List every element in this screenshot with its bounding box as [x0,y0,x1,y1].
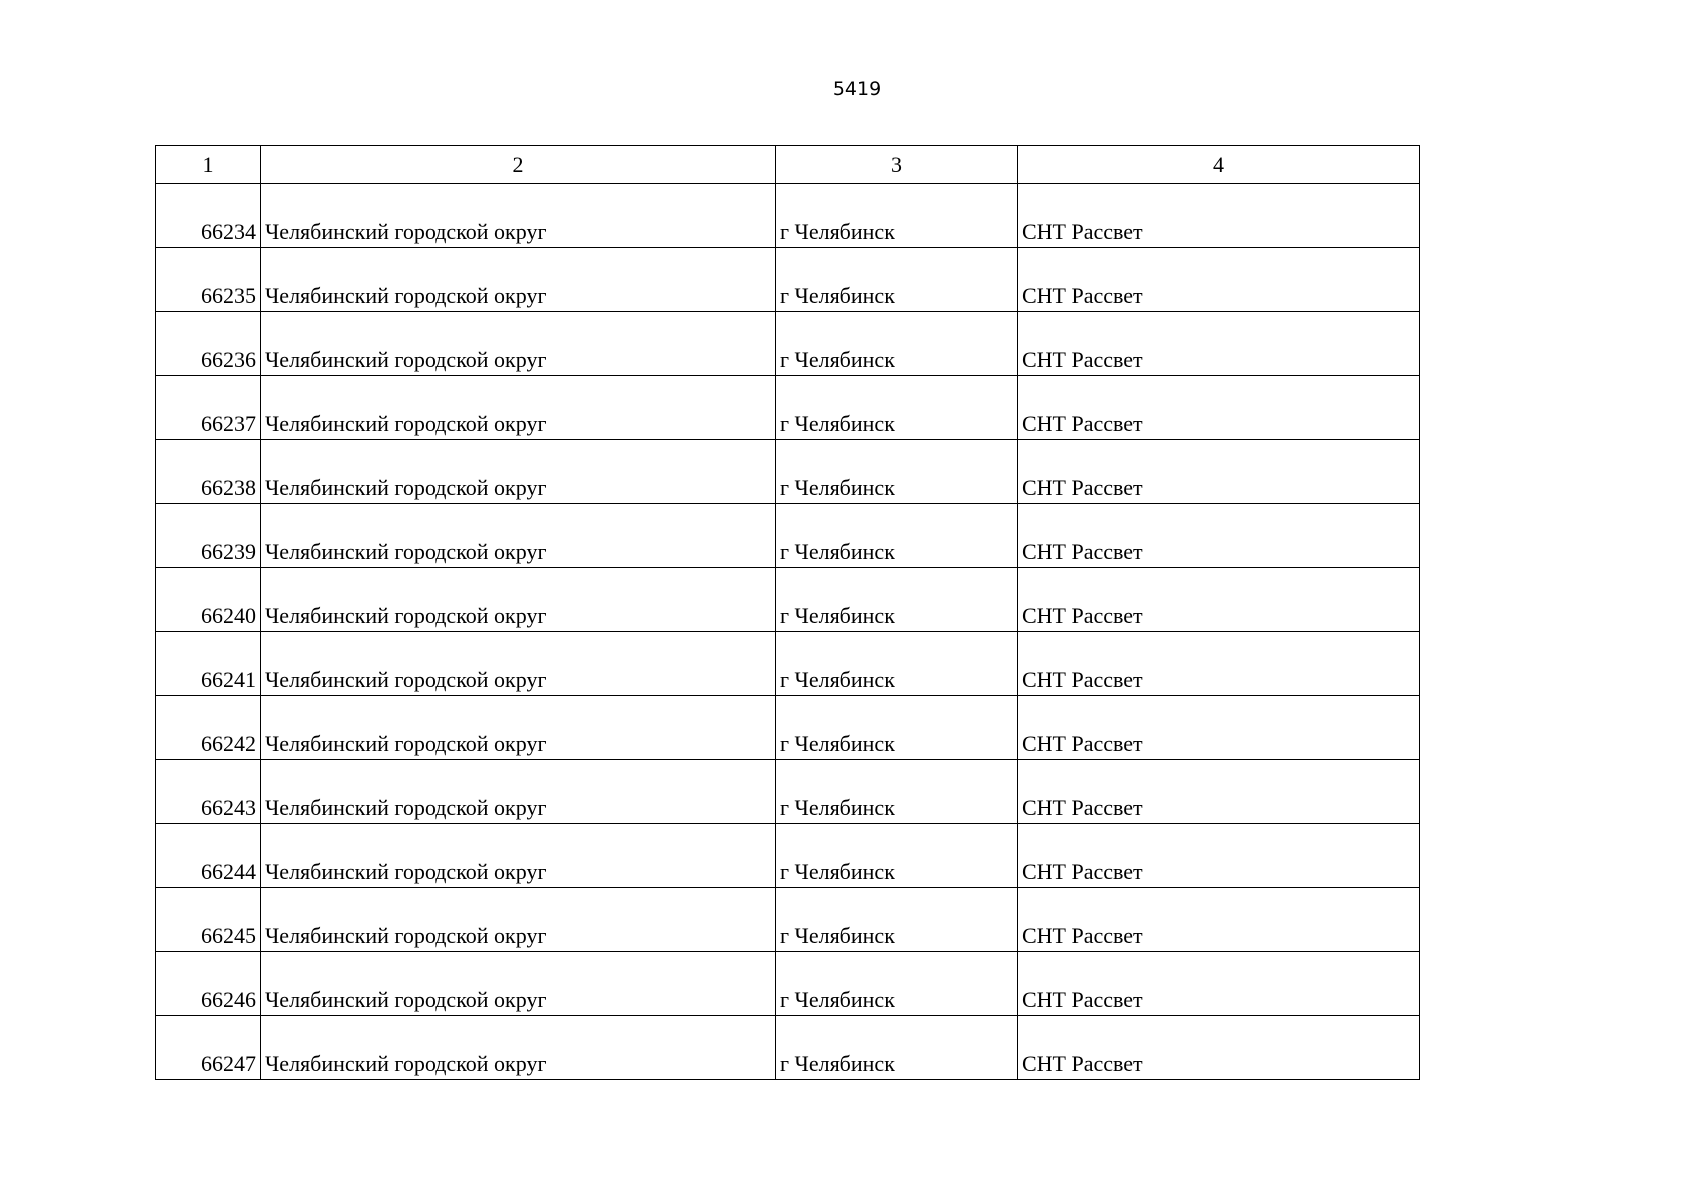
cell-id: 66246 [156,952,261,1016]
cell-district: Челябинский городской округ [261,568,776,632]
cell-id: 66247 [156,1016,261,1080]
cell-district: Челябинский городской округ [261,312,776,376]
cell-settlement: СНТ Рассвет [1018,888,1420,952]
cell-settlement: СНТ Рассвет [1018,632,1420,696]
table-row [156,248,1420,312]
header-cell-3: 3 [776,146,1018,184]
cell-id: 66244 [156,824,261,888]
cell-id: 66242 [156,696,261,760]
table-row [156,1016,1420,1080]
cell-settlement: СНТ Рассвет [1018,824,1420,888]
header-cell-4: 4 [1018,146,1420,184]
table-row [156,824,1420,888]
cell-settlement: СНТ Рассвет [1018,248,1420,312]
cell-settlement: СНТ Рассвет [1018,952,1420,1016]
table-row [156,440,1420,504]
table-row [156,312,1420,376]
table-row [156,376,1420,440]
cell-district: Челябинский городской округ [261,824,776,888]
cell-city: г Челябинск [776,760,1018,824]
cell-city: г Челябинск [776,952,1018,1016]
header-cell-1: 1 [156,146,261,184]
table-header [156,146,1420,184]
cell-district: Челябинский городской округ [261,248,776,312]
cell-settlement: СНТ Рассвет [1018,696,1420,760]
cell-city: г Челябинск [776,504,1018,568]
cell-settlement: СНТ Рассвет [1018,1016,1420,1080]
cell-settlement: СНТ Рассвет [1018,568,1420,632]
table-row [156,504,1420,568]
cell-id: 66238 [156,440,261,504]
table-row [156,888,1420,952]
cell-district: Челябинский городской округ [261,952,776,1016]
data-table [155,145,1420,1080]
cell-city: г Челябинск [776,312,1018,376]
cell-id: 66245 [156,888,261,952]
cell-city: г Челябинск [776,632,1018,696]
cell-id: 66234 [156,184,261,248]
table-body [156,184,1420,1080]
table-row [156,184,1420,248]
cell-settlement: СНТ Рассвет [1018,184,1420,248]
cell-city: г Челябинск [776,184,1018,248]
page-number: 5419 [832,78,882,100]
cell-city: г Челябинск [776,568,1018,632]
cell-district: Челябинский городской округ [261,184,776,248]
cell-city: г Челябинск [776,888,1018,952]
cell-settlement: СНТ Рассвет [1018,376,1420,440]
cell-city: г Челябинск [776,1016,1018,1080]
cell-city: г Челябинск [776,376,1018,440]
cell-settlement: СНТ Рассвет [1018,312,1420,376]
cell-district: Челябинский городской округ [261,632,776,696]
cell-city: г Челябинск [776,440,1018,504]
cell-district: Челябинский городской округ [261,1016,776,1080]
cell-settlement: СНТ Рассвет [1018,440,1420,504]
table-row [156,632,1420,696]
cell-settlement: СНТ Рассвет [1018,504,1420,568]
cell-id: 66239 [156,504,261,568]
header-row [156,146,1420,184]
cell-city: г Челябинск [776,696,1018,760]
cell-city: г Челябинск [776,248,1018,312]
cell-id: 66240 [156,568,261,632]
table-row [156,952,1420,1016]
cell-id: 66236 [156,312,261,376]
cell-district: Челябинский городской округ [261,440,776,504]
cell-district: Челябинский городской округ [261,760,776,824]
cell-district: Челябинский городской округ [261,376,776,440]
cell-settlement: СНТ Рассвет [1018,760,1420,824]
cell-id: 66243 [156,760,261,824]
table-row [156,760,1420,824]
cell-district: Челябинский городской округ [261,696,776,760]
cell-id: 66237 [156,376,261,440]
cell-id: 66235 [156,248,261,312]
cell-district: Челябинский городской округ [261,888,776,952]
table-row [156,696,1420,760]
header-cell-2: 2 [261,146,776,184]
cell-id: 66241 [156,632,261,696]
cell-city: г Челябинск [776,824,1018,888]
cell-district: Челябинский городской округ [261,504,776,568]
table-row [156,568,1420,632]
